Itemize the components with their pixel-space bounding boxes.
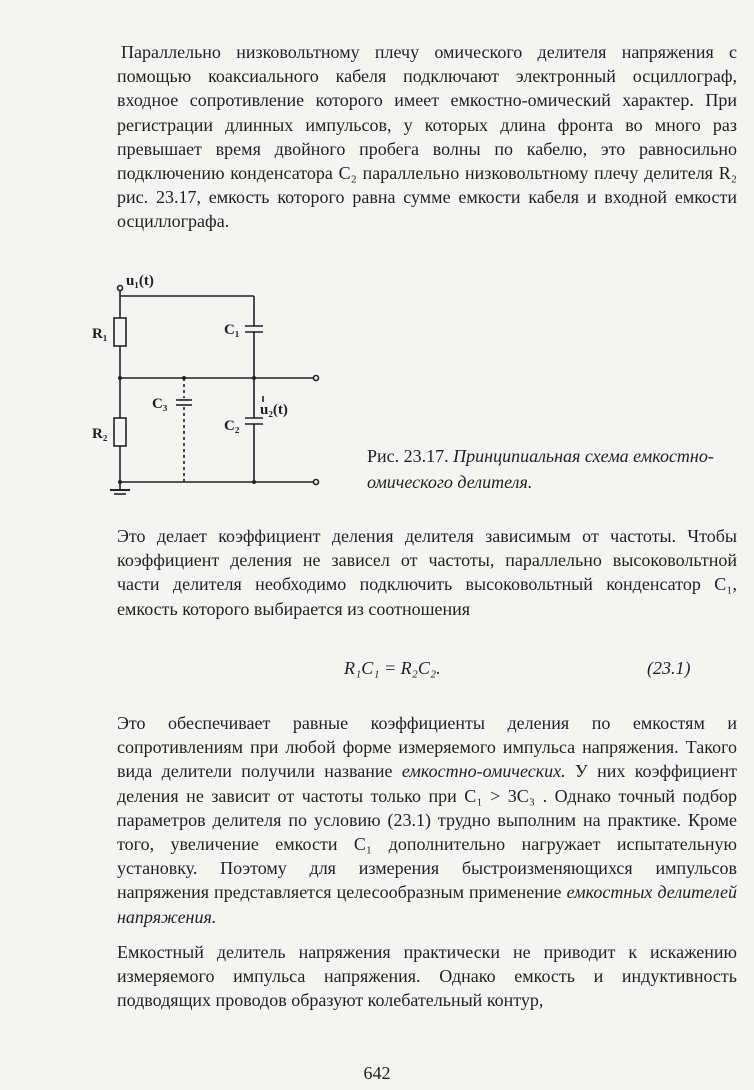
figure-caption — [367, 443, 739, 495]
label-r1: R₁ — [92, 326, 108, 342]
terminal-output — [314, 376, 319, 381]
page-number: 642 — [363, 1063, 391, 1083]
label-c3: C₃ — [152, 396, 168, 412]
label-c1: C₁ — [224, 322, 240, 338]
terminal-ground-out — [314, 480, 319, 485]
resistor-r2 — [114, 418, 126, 446]
label-c2: C₂ — [224, 418, 240, 434]
paragraph-3-part-a: Это обеспечивает равные коэффициенты деления по емкостям и сопротивлениям при любой форме измеряемого импульса напряжения. Такого вида делители получили название — [117, 713, 737, 782]
label-r2: R₂ — [92, 426, 108, 442]
resistor-r1 — [114, 318, 126, 346]
paragraph-4: Емкостный делитель напряжения практически не приводит к искажению измеряемого импульса напряжения. Однако емкость и индуктивность подводящих проводов образуют колебательный контур, — [117, 942, 737, 1011]
paragraph-1: Параллельно низковольтному плечу омического делителя напряжения с помощью коаксиального кабеля подключают электронный осциллограф, входное сопротивление которого имеет емкостно-омический характер. При регистрации длинных импульсов, у которых длина фронта во много раз превышает время двойного пробега волны по кабелю, это равносильно подключению конденсатора C₂ параллельно низковольтному плечу делителя R₂ рис. 23.17, емкость которого равна сумме емкости кабеля и входной емкости осциллографа. — [117, 42, 737, 232]
equation-number: (23.1) — [647, 658, 691, 678]
term-capacitive-dividers: емкостных делителей напряжения. — [117, 882, 737, 927]
paragraph-3-part-c: У них коэффициент деления не зависит от частоты только при C₁ > 3C₃ . Однако точный подбор параметров делителя по условию (23.1) трудно выполним на практике. Кроме того, увеличение емкости C₁ дополнительно нагружает испытательную установку. Поэтому для измерения быстроизменяющихся импульсов напряжения представляется целесообразным применение — [117, 761, 737, 903]
formula: R₁C₁ = R₂C₂. — [344, 658, 441, 678]
label-u1: u₁(t) — [126, 273, 154, 289]
paragraph-2: Это делает коэффициент деления делителя зависимым от частоты. Чтобы коэффициент деления не зависел от частоты, параллельно высоковольтной части делителя необходимо подключить высоковольтный конденсатор C₁, емкость которого выбирается из соотношения — [117, 526, 737, 619]
terminal-input — [118, 286, 123, 291]
label-u2: u₂(t) — [260, 402, 288, 418]
caption-prefix: Рис. 23.17. — [367, 446, 454, 466]
caption-text: Принципиальная схема емкостно-омического делителя. — [367, 446, 714, 492]
term-capacitive-ohmic: емкостно-омических. — [401, 761, 566, 782]
paragraph-3 — [117, 711, 737, 929]
circuit-diagram — [88, 268, 348, 508]
